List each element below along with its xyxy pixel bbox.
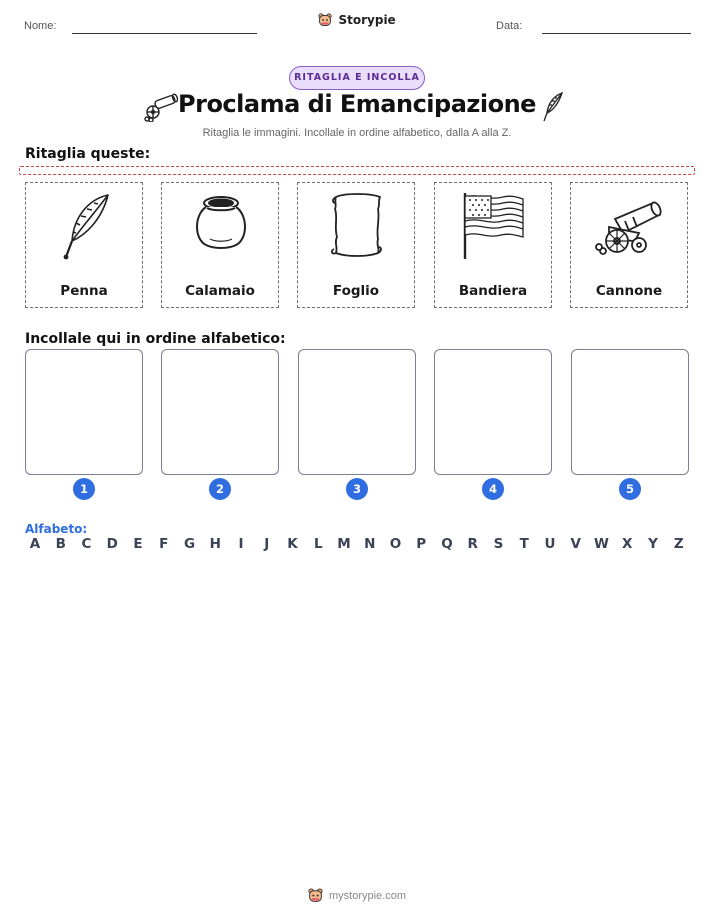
date-line[interactable]	[542, 33, 691, 34]
cut-line	[19, 166, 695, 175]
alphabet-row	[25, 536, 689, 552]
mascot-icon	[318, 13, 332, 26]
slot-number-4: 4	[482, 478, 504, 500]
card-label: Foglio	[332, 283, 380, 299]
slot-number-1: 1	[73, 478, 95, 500]
activity-badge: RITAGLIA E INCOLLA	[289, 66, 425, 90]
name-line[interactable]	[72, 33, 257, 34]
alphabet-letter: X	[622, 536, 633, 552]
alphabet-letter: L	[313, 536, 323, 552]
slot-number-3: 3	[346, 478, 368, 500]
alphabet-letter: F	[159, 536, 169, 552]
name-label: Nome:	[24, 20, 57, 32]
alphabet-letter: W	[594, 536, 609, 552]
paste-slot-2[interactable]	[161, 349, 279, 475]
brand-name: Storypie	[338, 13, 396, 27]
paste-slot-3[interactable]	[298, 349, 416, 475]
alphabet-letter: A	[29, 536, 41, 552]
alphabet-letter: J	[264, 536, 270, 552]
paste-heading: Incollale qui in ordine alfabetico:	[25, 331, 286, 347]
footer-url[interactable]: mystorypie.com	[329, 890, 407, 902]
alphabet-letter: P	[416, 536, 427, 552]
card-label: Calamaio	[185, 283, 255, 299]
alphabet-letter: O	[389, 536, 402, 552]
alphabet-letter: C	[81, 536, 92, 552]
card-label: Penna	[60, 283, 108, 299]
alphabet-letter: T	[519, 536, 529, 552]
mascot-icon	[308, 888, 323, 902]
alphabet-letter: S	[493, 536, 504, 552]
cannon-icon	[595, 189, 665, 261]
alphabet-letter: Q	[441, 536, 453, 552]
quill-icon	[540, 91, 566, 123]
alphabet-letter: R	[467, 536, 478, 552]
alphabet-letter: D	[106, 536, 118, 552]
slot-number-5: 5	[619, 478, 641, 500]
cut-heading: Ritaglia queste:	[25, 146, 151, 162]
card-label: Bandiera	[458, 283, 528, 299]
page-title: Proclama di Emancipazione	[178, 90, 536, 118]
alphabet-heading: Alfabeto:	[25, 522, 88, 536]
inkwell-icon	[186, 189, 256, 261]
alphabet-letter: I	[238, 536, 244, 552]
cut-card-calamaio[interactable]	[161, 182, 279, 308]
alphabet-letter: G	[183, 536, 196, 552]
alphabet-letter: M	[337, 536, 351, 552]
instructions: Ritaglia le immagini. Incollale in ordine alfabetico, dalla A alla Z.	[202, 127, 512, 139]
alphabet-letter: U	[544, 536, 556, 552]
alphabet-letter: Z	[673, 536, 684, 552]
card-label: Cannone	[595, 283, 663, 299]
paste-slot-1[interactable]	[25, 349, 143, 475]
alphabet-letter: E	[133, 536, 143, 552]
brand-logo	[0, 13, 714, 27]
alphabet-letter: K	[287, 536, 298, 552]
slot-number-2: 2	[209, 478, 231, 500]
quill-pen-icon	[50, 189, 120, 261]
alphabet-letter: V	[570, 536, 581, 552]
paste-slot-5[interactable]	[571, 349, 689, 475]
alphabet-letter: B	[55, 536, 66, 552]
date-label: Data:	[496, 20, 523, 32]
cut-card-bandiera[interactable]	[434, 182, 552, 308]
cut-card-penna[interactable]	[25, 182, 143, 308]
us-flag-icon	[459, 189, 529, 261]
cut-card-foglio[interactable]	[297, 182, 415, 308]
alphabet-letter: N	[364, 536, 376, 552]
alphabet-letter: Y	[648, 536, 658, 552]
cut-card-cannone[interactable]	[570, 182, 688, 308]
paper-scroll-icon	[322, 189, 392, 261]
footer	[0, 888, 714, 902]
paste-slot-4[interactable]	[434, 349, 552, 475]
alphabet-letter: H	[209, 536, 221, 552]
